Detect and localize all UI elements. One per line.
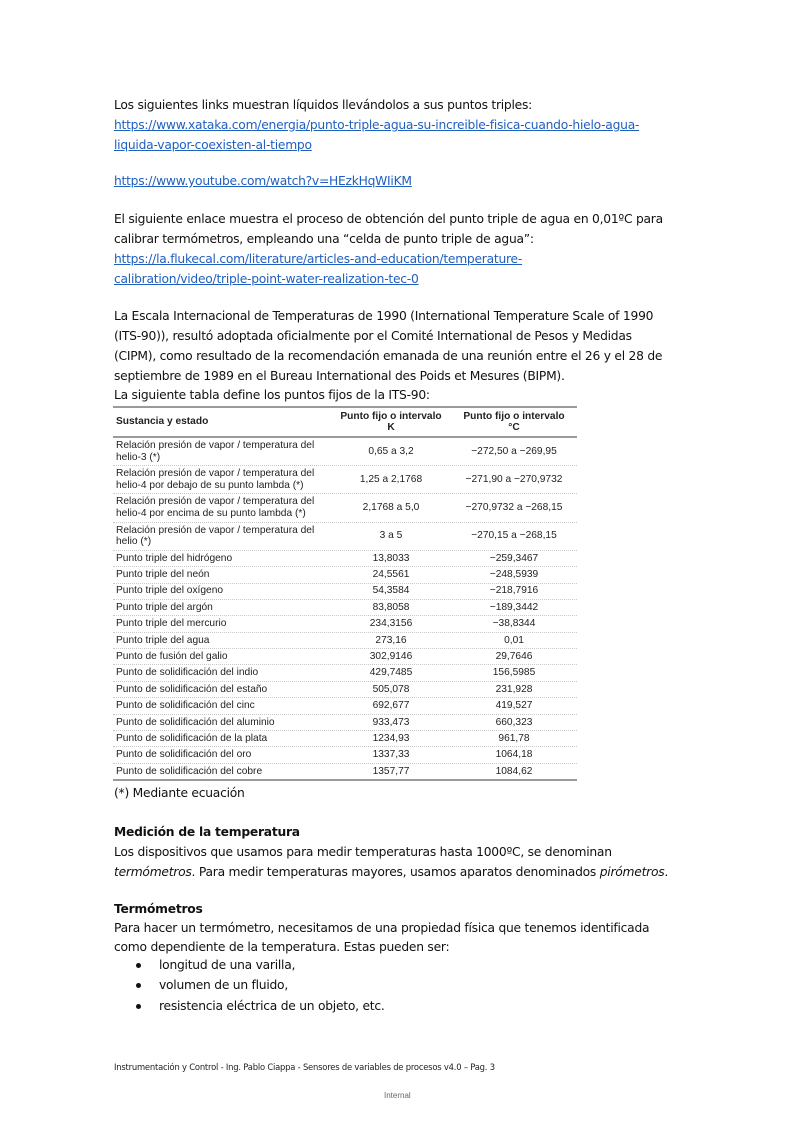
table-row [113, 649, 577, 665]
table-row [113, 682, 577, 698]
termometros-text-line2: como dependiente de la temperatura. Estas pueden ser: [114, 940, 450, 954]
kelvin-cell: 1234,93 [372, 732, 410, 744]
header-kelvin-unit: K [387, 422, 395, 433]
table-row [113, 551, 577, 567]
celsius-cell: 1064,18 [495, 749, 533, 761]
table-intro: La siguiente tabla define los puntos fijos de la ITS-90: [114, 388, 430, 402]
termometros-text-line1: Para hacer un termómetro, necesitamos de una propiedad física que tenemos identificada [114, 921, 650, 935]
header-substance: Sustancia y estado [116, 416, 209, 428]
xataka-link[interactable]: https://www.xataka.com/energia/punto-triple-agua-su-increible-fisica-cuando-hielo-agua- [114, 118, 640, 132]
substance-cell: Punto triple del mercurio [116, 618, 227, 630]
table-row [113, 764, 577, 779]
substance-line1: Relación presión de vapor / temperatura del [116, 524, 315, 536]
table-row [113, 715, 577, 731]
celsius-cell: −271,90 a −270,9732 [465, 474, 563, 486]
medicion-text-line2 [114, 862, 668, 882]
medicion-text-line1: Los dispositivos que usamos para medir temperaturas hasta 1000ºC, se denominan [114, 845, 612, 859]
kelvin-cell: 13,8033 [372, 552, 410, 564]
list-item [114, 975, 385, 995]
kelvin-cell: 1337,33 [372, 749, 410, 761]
substance-cell: Punto de solidificación del estaño [116, 683, 268, 695]
table-row [113, 584, 577, 600]
kelvin-cell: 234,3156 [369, 618, 413, 630]
table-row [113, 616, 577, 632]
intro-text: Los siguientes links muestran líquidos llevándolos a sus puntos triples: [114, 98, 533, 112]
substance-line2: helio-4 por debajo de su punto lambda (*) [116, 479, 304, 491]
substance-cell [113, 468, 331, 491]
celsius-cell: 419,527 [495, 700, 533, 712]
kelvin-cell: 429,7485 [369, 667, 413, 679]
kelvin-cell: 273,16 [375, 634, 407, 646]
table-row [113, 567, 577, 583]
bullet-icon [136, 1004, 141, 1009]
kelvin-cell: 1357,77 [372, 765, 410, 777]
medicion-text-end: . [664, 865, 669, 879]
section-heading-termometros: Termómetros [114, 902, 203, 916]
celsius-cell: 156,5985 [492, 667, 536, 679]
kelvin-cell: 302,9146 [369, 651, 413, 663]
header-celsius-unit: °C [508, 422, 520, 433]
its90-text-line1: La Escala Internacional de Temperaturas de 1990 (International Temperature Scale of 1990 [114, 309, 654, 323]
table-row [113, 747, 577, 763]
celsius-cell: 961,78 [498, 732, 530, 744]
its90-fixed-points-table [113, 406, 577, 781]
table-row [113, 494, 577, 522]
kelvin-cell: 83,8058 [372, 601, 410, 613]
flukecal-link-continued[interactable]: calibration/video/triple-point-water-realization-tec-0 [114, 272, 419, 286]
header-kelvin-line1: Punto fijo o intervalo [340, 410, 442, 422]
section-heading-medicion: Medición de la temperatura [114, 825, 300, 839]
substance-cell: Punto triple del hidrógeno [116, 552, 233, 564]
table-row [113, 633, 577, 649]
substance-cell [113, 525, 331, 548]
header-kelvin [331, 411, 451, 434]
table-row [113, 731, 577, 747]
substance-line1: Relación presión de vapor / temperatura del [116, 468, 315, 480]
celsius-cell: 29,7646 [495, 651, 533, 663]
substance-cell: Punto triple del oxígeno [116, 585, 224, 597]
substance-cell: Punto de solidificación del cobre [116, 765, 263, 777]
flukecal-link[interactable]: https://la.flukecal.com/literature/articles-and-education/temperature- [114, 252, 523, 266]
table-footnote: (*) Mediante ecuación [114, 786, 245, 800]
term-termometros: termómetros [114, 865, 192, 879]
substance-cell: Punto de solidificación del aluminio [116, 716, 275, 728]
its90-text-line3: (CIPM), como resultado de la recomendación emanada de una reunión entre el 26 y el 28 de [114, 349, 663, 363]
table-row [113, 665, 577, 681]
header-celsius [451, 411, 577, 434]
bullet-icon [136, 963, 141, 968]
celsius-cell: −270,9732 a −268,15 [465, 502, 563, 514]
medicion-text-mid: . Para medir temperaturas mayores, usamos aparatos denominados [191, 865, 600, 879]
substance-cell: Punto de solidificación del cinc [116, 700, 255, 712]
xataka-link-continued[interactable]: liquida-vapor-coexisten-al-tiempo [114, 138, 312, 152]
substance-cell: Punto de fusión del galio [116, 651, 228, 663]
substance-cell [113, 496, 331, 519]
kelvin-cell: 505,078 [372, 683, 410, 695]
celsius-cell: 0,01 [504, 634, 524, 646]
celsius-cell: −38,8344 [492, 618, 536, 630]
bullet-icon [136, 983, 141, 988]
celsius-cell: 231,928 [495, 683, 533, 695]
list-item [114, 955, 385, 975]
substance-line2: helio-3 (*) [116, 451, 161, 463]
substance-cell: Punto triple del neón [116, 569, 210, 581]
kelvin-cell: 24,5561 [372, 569, 410, 581]
table-row [113, 466, 577, 494]
header-celsius-line1: Punto fijo o intervalo [463, 410, 565, 422]
list-item-text: longitud de una varilla, [159, 958, 296, 972]
substance-cell: Punto de solidificación de la plata [116, 732, 268, 744]
table-row [113, 698, 577, 714]
list-item-text: resistencia eléctrica de un objeto, etc. [159, 998, 385, 1013]
celsius-cell: −189,3442 [489, 601, 539, 613]
celsius-cell: −248,5939 [489, 569, 539, 581]
celsius-cell: −259,3467 [489, 552, 539, 564]
table-row [113, 438, 577, 466]
substance-line1: Relación presión de vapor / temperatura del [116, 496, 315, 508]
kelvin-cell: 933,473 [372, 716, 410, 728]
page-footer: Instrumentación y Control - Ing. Pablo Ciappa - Sensores de variables de procesos v4.0 – Pag. 3 [114, 1062, 495, 1072]
substance-line2: helio (*) [116, 536, 152, 548]
celsius-cell: −218,7916 [489, 585, 539, 597]
its90-text-line4: septiembre de 1989 en el Bureau International des Poids et Mesures (BIPM). [114, 369, 565, 383]
kelvin-cell: 3 a 5 [379, 530, 403, 542]
substance-line1: Relación presión de vapor / temperatura del [116, 440, 315, 452]
list-item [114, 996, 385, 1016]
calibration-text-line1: El siguiente enlace muestra el proceso de obtención del punto triple de agua en 0,01ºC para [114, 212, 663, 226]
substance-cell: Punto triple del argón [116, 601, 213, 613]
kelvin-cell: 692,677 [372, 700, 410, 712]
substance-line2: helio-4 por encima de su punto lambda (*) [116, 507, 306, 519]
substance-cell [113, 440, 331, 463]
celsius-cell: 1084,62 [495, 765, 533, 777]
kelvin-cell: 2,1768 a 5,0 [362, 502, 420, 514]
properties-list [114, 955, 385, 1016]
celsius-cell: 660,323 [495, 716, 533, 728]
its90-text-line2: (ITS-90)), resultó adoptada oficialmente por el Comité International de Pesos y Medidas [114, 329, 632, 343]
substance-cell: Punto de solidificación del indio [116, 667, 259, 679]
table-header-row [113, 408, 577, 438]
substance-cell: Punto de solidificación del oro [116, 749, 252, 761]
substance-cell: Punto triple del agua [116, 634, 210, 646]
table-row [113, 523, 577, 551]
kelvin-cell: 54,3584 [372, 585, 410, 597]
calibration-text-line2: calibrar termómetros, empleando una “celda de punto triple de agua”: [114, 232, 534, 246]
term-pirometros: pirómetros [599, 865, 665, 879]
classification-label: Internal [384, 1091, 411, 1100]
celsius-cell: −272,50 a −269,95 [471, 445, 557, 457]
kelvin-cell: 1,25 a 2,1768 [359, 474, 423, 486]
celsius-cell: −270,15 a −268,15 [471, 530, 557, 542]
kelvin-cell: 0,65 a 3,2 [368, 445, 414, 457]
youtube-link[interactable]: https://www.youtube.com/watch?v=HEzkHqWIiKM [114, 174, 412, 188]
list-item-text: volumen de un fluido, [159, 978, 288, 993]
table-row [113, 600, 577, 616]
